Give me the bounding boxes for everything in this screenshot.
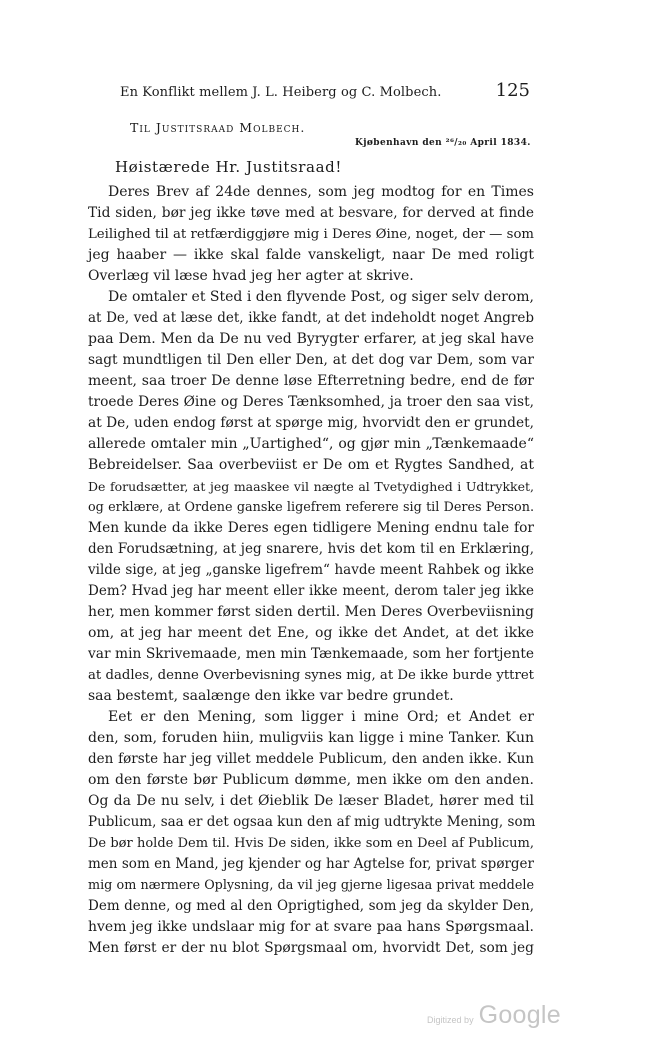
text-line: at dadles, denne Overbevisning synes mig, at De ikke burde yttret	[88, 668, 534, 683]
running-title: En Konflikt mellem J. L. Heiberg og C. Molbech.	[120, 85, 442, 100]
text-line: var min Skrivemaade, men min Tænkemaade, som her fortjente	[88, 646, 534, 662]
text-line: Men kunde da ikke Deres egen tidligere Mening endnu tale for	[88, 520, 534, 536]
text-line: Dem denne, og med al den Oprigtighed, som jeg da skylder Den,	[88, 898, 534, 914]
text-line: De omtaler et Sted i den flyvende Post, og siger selv derom,	[108, 289, 534, 305]
text-line: paa Dem. Men da De nu ved Byrygter erfarer, at jeg skal have	[88, 331, 534, 347]
text-line: den Forudsætning, at jeg snarere, hvis det kom til en Erklæring,	[88, 541, 534, 557]
text-line: jeg haaber — ikke skal falde vanskeligt, naar De med roligt	[88, 247, 534, 263]
text-line: Publicum, saa er det ogsaa kun den af mig udtrykte Mening, som	[88, 814, 536, 830]
text-line: om, at jeg har meent det Ene, og ikke det Andet, at det ikke	[88, 625, 534, 641]
text-line: saa bestemt, saalænge den ikke var bedre grundet.	[88, 688, 454, 704]
text-line: den, som, foruden hiin, muligviis kan ligge i mine Tanker. Kun	[88, 730, 534, 746]
letter-greeting: Høistærede Hr. Justitsraad!	[115, 158, 342, 176]
text-line: og erklære, at Ordene ganske ligefrem referere sig til Deres Person.	[88, 500, 534, 515]
text-line: Og da De nu selv, i det Øieblik De læser Bladet, hører med til	[88, 793, 534, 809]
text-line: Men først er der nu blot Spørgsmaal om, hvorvidt Det, som jeg	[88, 940, 534, 956]
text-line: at De, ved at læse det, ikke fandt, at det indeholdt noget Angreb	[88, 310, 534, 326]
text-line: Leilighed til at retfærdiggjøre mig i Deres Øine, noget, der — som	[88, 227, 534, 242]
text-line: om den første bør Publicum dømme, men ikke om den anden.	[88, 772, 534, 788]
text-line: Tid siden, bør jeg ikke tøve med at besvare, for derved at finde	[88, 205, 534, 221]
page-number: 125	[495, 80, 530, 101]
letter-addressee: Til Justitsraad Molbech.	[130, 120, 306, 135]
text-line: hvem jeg ikke undslaar mig for at svare paa hans Spørgsmaal.	[88, 919, 534, 935]
letter-body	[88, 182, 534, 959]
text-line: at De, uden endog først at spørge mig, hvorvidt den er grundet,	[88, 415, 534, 431]
text-line: Eet er den Mening, som ligger i mine Ord; et Andet er	[108, 709, 534, 725]
text-line: Deres Brev af 24de dennes, som jeg modtog for en Times	[108, 184, 534, 200]
text-line: Bebreidelser. Saa overbeviist er De om et Rygtes Sandhed, at	[88, 457, 534, 473]
text-line: Overlæg vil læse hvad jeg her agter at skrive.	[88, 268, 414, 284]
google-logo: Google	[478, 1001, 561, 1029]
watermark-label: Digitized by	[427, 1015, 474, 1025]
text-line: Dem? Hvad jeg har meent eller ikke meent, derom taler jeg ikke	[88, 583, 534, 599]
text-line: den første har jeg villet meddele Publicum, den anden ikke. Kun	[88, 751, 534, 767]
text-line: mig om nærmere Oplysning, da vil jeg gjerne ligesaa privat meddele	[88, 878, 534, 893]
running-header	[120, 80, 530, 101]
text-line: troede Deres Øine og Deres Tænksomhed, ja troer den saa vist,	[88, 394, 534, 410]
digitized-watermark	[427, 1001, 561, 1030]
text-line: meent, saa troer De denne løse Efterretning bedre, end de før	[88, 373, 534, 389]
text-line: men som en Mand, jeg kjender og har Agtelse for, privat spørger	[88, 856, 534, 872]
letter-place-date: Kjøbenhavn den ²⁶/₂₀ April 1834.	[355, 138, 531, 148]
text-line: her, men kommer først siden dertil. Men Deres Overbeviisning	[88, 604, 534, 620]
text-line: vilde sige, at jeg „ganske ligefrem“ havde meent Rahbek og ikke	[88, 562, 534, 578]
text-line: De forudsætter, at jeg maaskee vil nægte al Tvetydighed i Udtrykket,	[88, 479, 534, 494]
text-line: De bør holde Dem til. Hvis De siden, ikke som en Deel af Publicum,	[88, 836, 534, 851]
text-line: sagt mundtligen til Den eller Den, at det dog var Dem, som var	[88, 352, 534, 368]
text-line: allerede omtaler min „Uartighed“, og gjør min „Tænkemaade“	[88, 436, 534, 452]
